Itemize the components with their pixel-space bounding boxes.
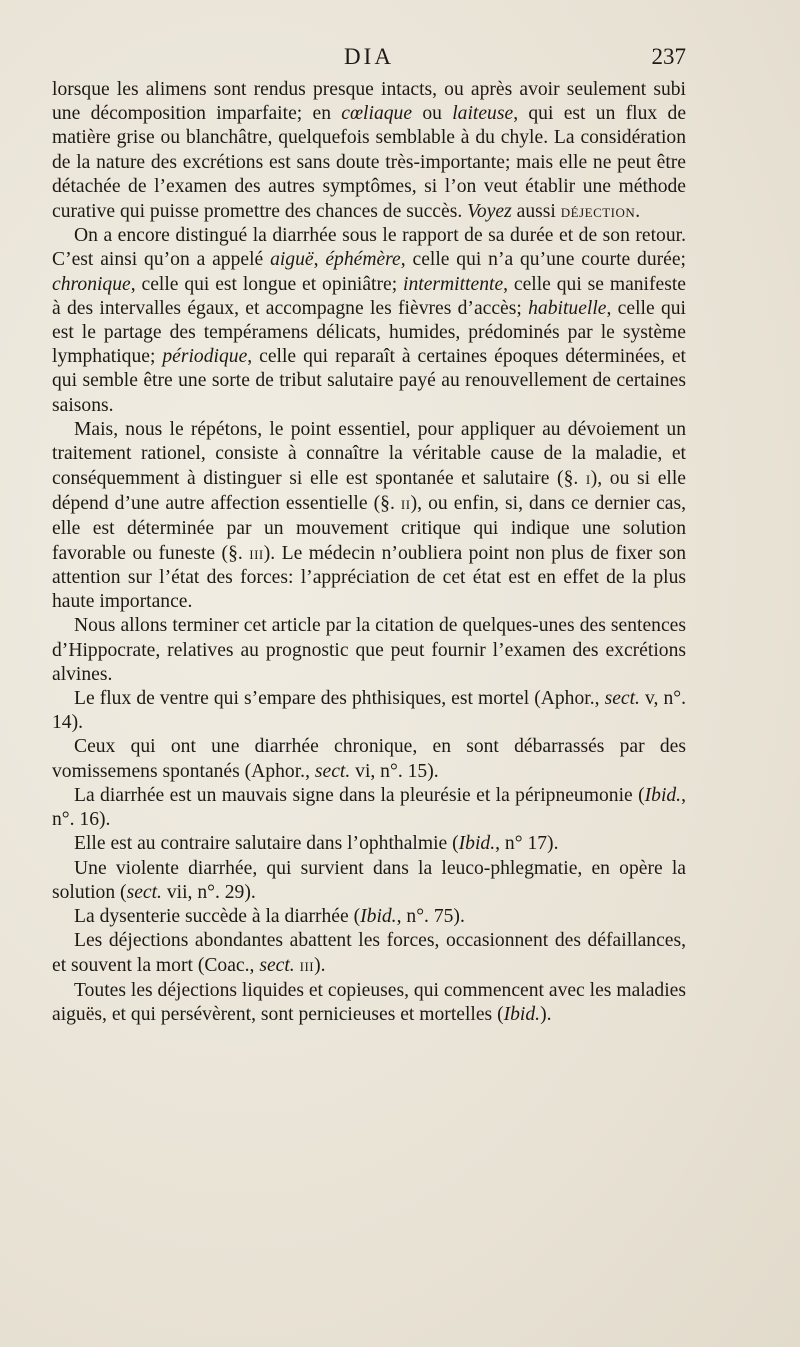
paragraph — [52, 418, 686, 615]
paragraph — [52, 929, 686, 978]
paragraph — [52, 735, 686, 783]
paragraph — [52, 979, 686, 1027]
paragraph — [52, 614, 686, 687]
text-run: Le flux de ventre qui s’empare des phthisiques, est mortel (Aphor., — [74, 688, 605, 710]
text-run: Ceux qui ont une diarrhée chronique, en sont débarrassés par des vomissemens spontanés (Aphor., — [52, 736, 686, 782]
italic-text: chronique — [52, 273, 131, 295]
text-run: La diarrhée est un mauvais signe dans la pleurésie et la péripneumonie ( — [74, 784, 645, 806]
text-run: ), ou enfin, si, dans ce dernier cas, elle est déterminée par un mouvement critique qui indique une solution favorable ou funeste (§. — [52, 493, 686, 564]
paragraph — [52, 832, 686, 856]
text-run: ou — [412, 103, 453, 125]
text-run: v, n°. 14). — [52, 688, 686, 734]
paragraph — [52, 784, 686, 832]
italic-text: sect. — [259, 955, 295, 977]
text-run: , celle qui est longue et opiniâtre; — [130, 273, 404, 295]
body-text — [52, 78, 686, 1027]
paragraph — [52, 224, 686, 418]
text-run: Une violente diarrhée, qui survient dans la leuco-phlegmatie, en opère la solution ( — [52, 857, 686, 903]
text-run: , celle qui reparaît à certaines époques déterminées, et qui semble être une sorte de tribut salutaire payé au renouvellement de certaines saisons. — [52, 346, 686, 416]
italic-text: aiguë — [270, 249, 314, 271]
paragraph — [52, 905, 686, 929]
small-caps-text: déjection — [560, 201, 636, 222]
italic-text: laiteuse — [452, 103, 514, 125]
italic-text: Voyez — [467, 201, 512, 223]
italic-text: sect. — [604, 688, 640, 710]
italic-text: Ibid. — [644, 784, 682, 806]
small-caps-text: i — [585, 468, 591, 489]
italic-text: sect. — [126, 881, 162, 903]
text-run: vi, n°. 15). — [350, 760, 439, 782]
text-run: aussi — [511, 201, 561, 223]
text-run: , celle qui n’a qu’une courte durée; — [400, 249, 686, 271]
italic-text: intermittente — [403, 273, 504, 295]
italic-text: éphémère — [325, 249, 401, 271]
text-run: Toutes les déjections liquides et copieuses, qui commencent avec les maladies aiguës, et qui persévèrent, sont pernicieuses et mortelles ( — [52, 979, 686, 1025]
text-run: , qui est un flux de matière grise ou blanchâtre, quelquefois semblable à du chyle. La considération de la nature des excrétions est sans doute très-importante; mais elle ne peut être détachée de l’examen des autres symptômes, si l’on veut établir une méthode curative qui puisse promettre des chances de succès. — [52, 103, 687, 223]
page-header — [52, 44, 686, 78]
text-run: vii, n°. 29). — [161, 881, 256, 903]
text-run: lorsque les alimens sont rendus presque intacts, ou après avoir seulement subi une décomposition imparfaite; en — [52, 79, 686, 125]
text-run: Mais, nous le répétons, le point essentiel, pour appliquer au dévoiement un traitement rationel, consiste à connaître la véritable cause de la maladie, et conséquemment à distinguer si elle est spontanée et salutaire (§. — [52, 418, 686, 490]
text-run: Les déjections abondantes abattent les forces, occasionnent des défaillances, et souvent la mort (Coac., — [52, 930, 686, 977]
text-run: On a encore distingué la diarrhée sous le rapport de sa durée et de son retour. C’est ainsi qu’on a appelé — [52, 225, 686, 271]
text-run: Nous allons terminer cet article par la citation de quelques-unes des sentences d’Hippocrate, relatives au prognostic que peut fournir l’examen des excrétions alvines. — [52, 615, 686, 685]
text-run: La dysenterie succède à la diarrhée ( — [74, 905, 361, 927]
italic-text: Ibid. — [360, 905, 397, 927]
italic-text: Ibid. — [503, 1003, 541, 1025]
text-run: , n°. 16). — [52, 784, 686, 831]
text-run: ). — [540, 1003, 552, 1025]
italic-text: périodique — [162, 346, 248, 368]
italic-text: habituelle — [528, 297, 607, 319]
text-run: , n°. 75). — [396, 905, 465, 927]
italic-text: Ibid. — [458, 833, 496, 855]
paragraph — [52, 687, 686, 735]
running-head: DIA — [344, 44, 394, 69]
page-number: 237 — [651, 44, 686, 69]
text-run: ), ou si elle dépend d’une autre affection essentielle (§. — [52, 468, 686, 515]
paragraph — [52, 78, 686, 224]
small-caps-text: ii — [400, 493, 411, 514]
small-caps-text: iii — [299, 955, 315, 976]
text-run: , n° 17). — [495, 833, 559, 855]
text-run: . — [635, 201, 641, 223]
text-run: ). Le médecin n’oubliera point non plus de fixer son attention sur l’état des forces: l’appréciation de cet état est en effet de la plus haute importance. — [52, 542, 687, 613]
italic-text: cœliaque — [341, 103, 413, 125]
text-run: Elle est au contraire salutaire dans l’ophthalmie ( — [74, 833, 459, 855]
text-run: ). — [314, 955, 326, 977]
small-caps-text: iii — [249, 542, 264, 563]
text-run: , — [313, 249, 326, 271]
text-run: , celle qui est le partage des tempéramens délicats, humides, prédominés par le système lymphatique; — [52, 297, 686, 368]
paragraph — [52, 857, 686, 905]
text-run: , celle qui se manifeste à des intervalles égaux, et accompagne les fièvres d’accès; — [52, 273, 686, 319]
italic-text: sect. — [314, 760, 351, 782]
